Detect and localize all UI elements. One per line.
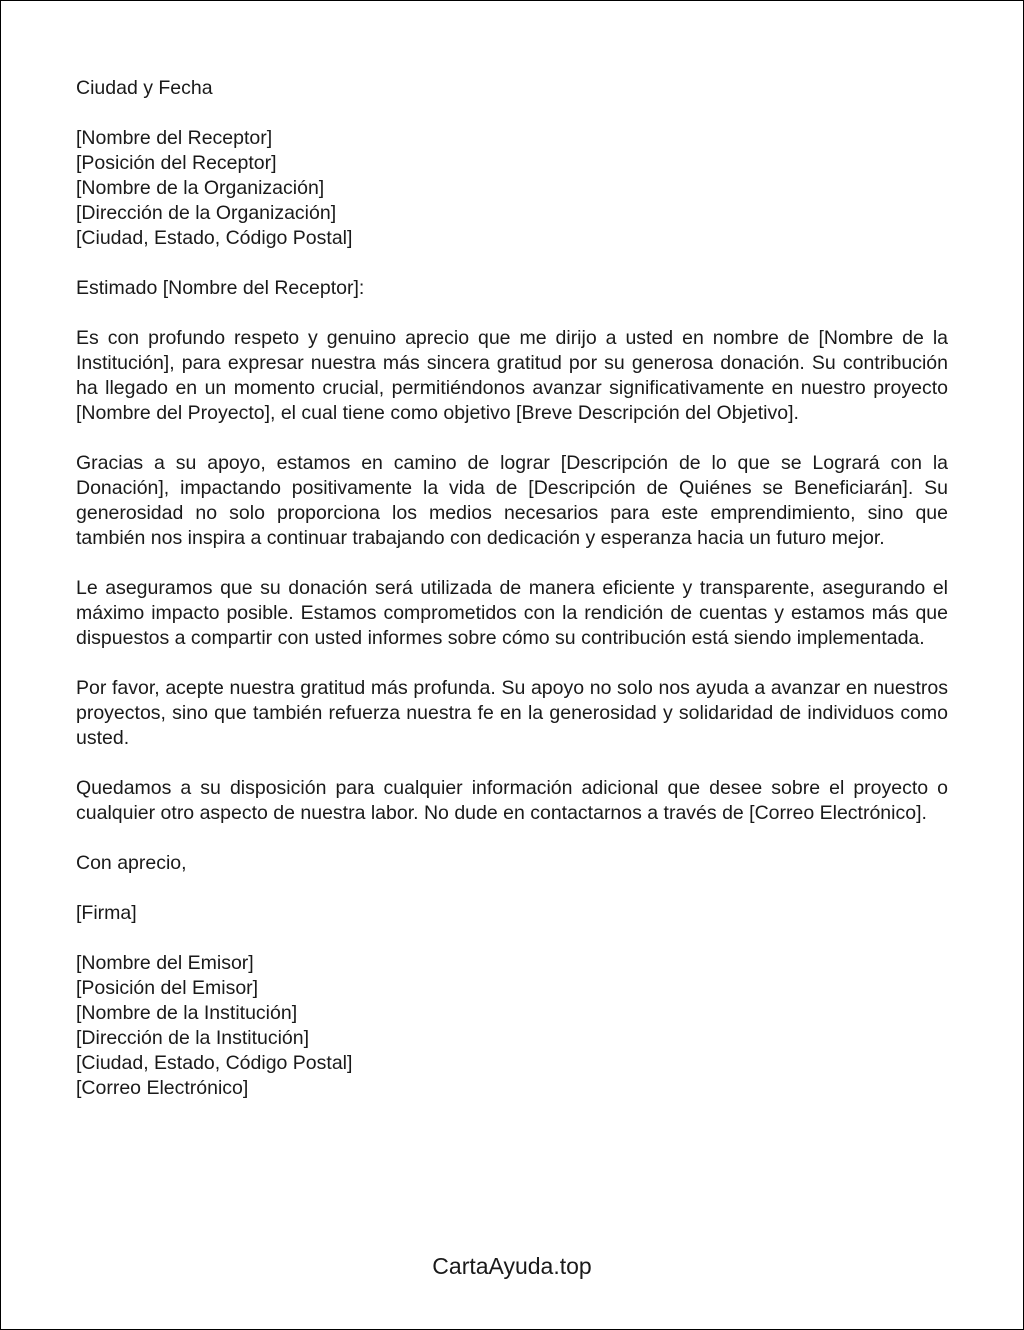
sender-institution: [Nombre de la Institución] xyxy=(76,1002,298,1024)
recipient-city: [Ciudad, Estado, Código Postal] xyxy=(76,227,353,249)
spacer xyxy=(76,826,948,851)
recipient-organization: [Nombre de la Organización] xyxy=(76,177,325,199)
spacer xyxy=(76,551,948,576)
paragraph-1: Es con profundo respeto y genuino aprecio que me dirijo a usted en nombre de [Nombre de la Institución], para expresar nuestra más sincera gratitud por su generosa donación. Su contribución ha llegado en un momento crucial, permitiéndonos avanzar significativamente en nuestro proyecto [Nombre del Proyecto], el cual tiene como objetivo [Breve Descripción del Objetivo]. xyxy=(76,327,948,424)
signature: [Firma] xyxy=(76,902,137,924)
spacer xyxy=(76,251,948,276)
spacer xyxy=(76,301,948,326)
sender-address: [Dirección de la Institución] xyxy=(76,1027,310,1049)
paragraph-5: Quedamos a su disposición para cualquier información adicional que desee sobre el proyecto o cualquier otro aspecto de nuestra labor. No dude en contactarnos a través de [Correo Electrónico]. xyxy=(76,777,948,824)
spacer xyxy=(76,751,948,776)
paragraph-4: Por favor, acepte nuestra gratitud más profunda. Su apoyo no solo nos ayuda a avanzar en nuestros proyectos, sino que también refuerza nuestra fe en la generosidad y solidaridad de individuos como usted. xyxy=(76,677,948,749)
letter-body xyxy=(76,76,948,1101)
salutation: Estimado [Nombre del Receptor]: xyxy=(76,277,365,299)
sender-block xyxy=(76,951,948,1101)
sender-city: [Ciudad, Estado, Código Postal] xyxy=(76,1052,353,1074)
sender-name: [Nombre del Emisor] xyxy=(76,952,254,974)
recipient-position: [Posición del Receptor] xyxy=(76,152,277,174)
sender-position: [Posición del Emisor] xyxy=(76,977,259,999)
recipient-block xyxy=(76,126,948,251)
recipient-name: [Nombre del Receptor] xyxy=(76,127,273,149)
place-date: Ciudad y Fecha xyxy=(76,77,213,99)
spacer xyxy=(76,651,948,676)
recipient-address: [Dirección de la Organización] xyxy=(76,202,337,224)
spacer xyxy=(76,101,948,126)
spacer xyxy=(76,876,948,901)
spacer xyxy=(76,926,948,951)
paragraph-2: Gracias a su apoyo, estamos en camino de lograr [Descripción de lo que se Logrará con la Donación], impactando positivamente la vida de [Descripción de Quiénes se Beneficiarán]. Su generosidad no solo proporciona los medios necesarios para este emprendimiento, sino que también nos inspira a continuar trabajando con dedicación y esperanza hacia un futuro mejor. xyxy=(76,452,948,549)
footer-site: CartaAyuda.top xyxy=(432,1253,592,1279)
closing: Con aprecio, xyxy=(76,852,187,874)
sender-email: [Correo Electrónico] xyxy=(76,1077,249,1099)
spacer xyxy=(76,426,948,451)
paragraph-3: Le aseguramos que su donación será utilizada de manera eficiente y transparente, asegurando el máximo impacto posible. Estamos comprometidos con la rendición de cuentas y estamos más que dispuestos a compartir con usted informes sobre cómo su contribución está siendo implementada. xyxy=(76,577,948,649)
